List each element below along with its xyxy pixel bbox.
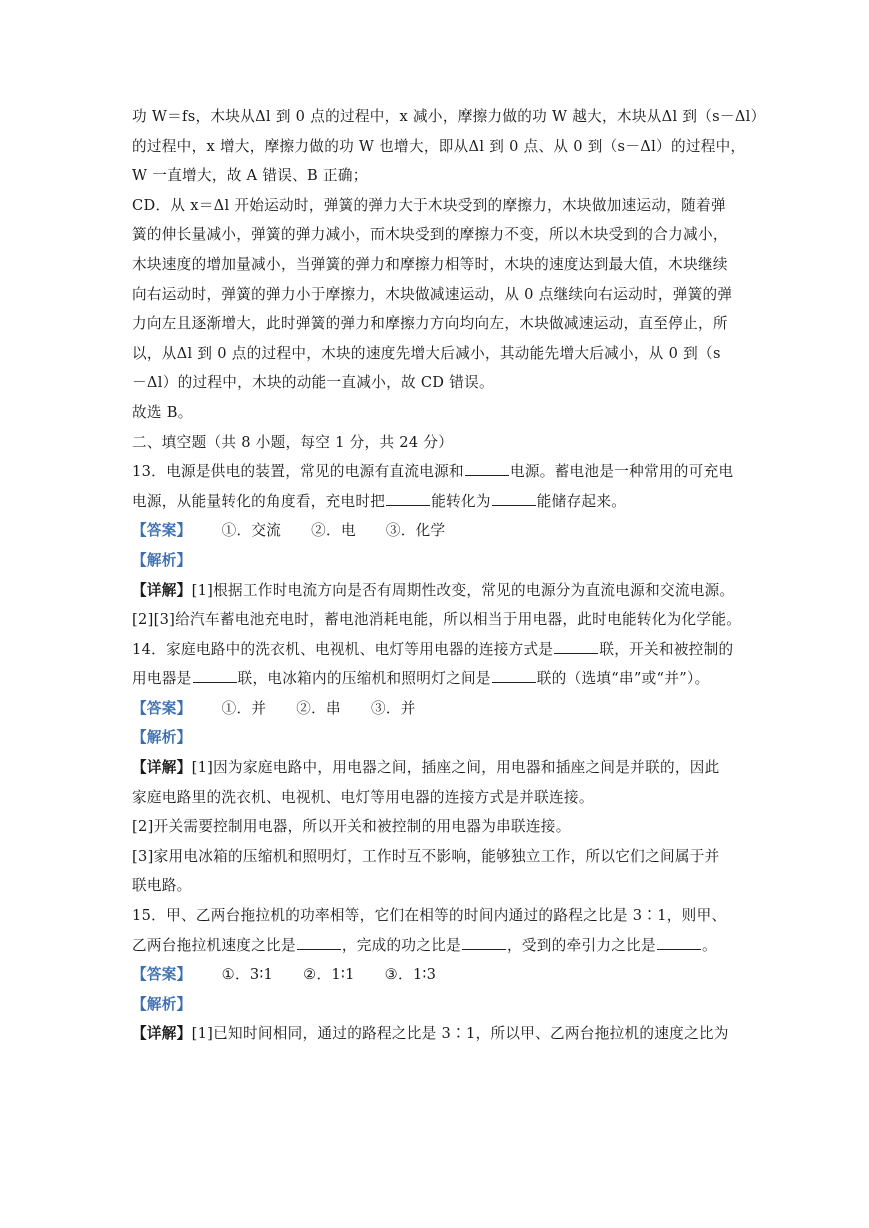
detail-text: [1]根据工作时电流方向是否有周期性改变，常见的电源分为直流电源和交流电源。 [191, 581, 735, 599]
answer-tag: 【答案】 [132, 522, 192, 540]
answer-line [132, 516, 742, 546]
question-text: ，完成的功之比是 [341, 936, 461, 954]
answer-blank [657, 933, 701, 950]
question-13-line-1 [132, 457, 742, 487]
question-text: 电源。蓄电池是一种常用的可充电 [509, 463, 734, 481]
answer-blank [297, 933, 341, 950]
answer-item: ②．串 [296, 699, 341, 717]
text-line: W 一直增大，故 A 错误、B 正确； [132, 167, 368, 185]
answer-tag: 【答案】 [132, 699, 192, 717]
question-text: 能转化为 [431, 492, 491, 510]
text-line: 力向左且逐渐增大，此时弹簧的弹力和摩擦力方向均向左，木块做减速运动，直至停止，所 [132, 315, 728, 333]
answer-item: ②．1∶1 [303, 966, 355, 984]
text-line: 以，从Δl 到 0 点的过程中，木块的速度先增大后减小，其动能先增大后减小，从 0 到（s [132, 344, 721, 362]
detail-line: [2]开关需要控制用电器，所以开关和被控制的用电器为串联连接。 [132, 818, 571, 836]
detail-line: [2][3]给汽车蓄电池充电时，蓄电池消耗电能，所以相当于用电器，此时电能转化为化学能。 [132, 611, 742, 629]
detail-line [132, 576, 742, 606]
answer-blank [193, 666, 237, 683]
document-page [132, 102, 766, 1049]
answer-line [132, 694, 742, 724]
question-text: 乙两台拖拉机速度之比是 [132, 936, 296, 954]
answer-item: ③．化学 [385, 522, 446, 540]
detail-tag: 【详解】 [132, 759, 192, 777]
text-line: 木块速度的增加量减小，当弹簧的弹力和摩擦力相等时，木块的速度达到最大值，木块继续 [132, 255, 728, 273]
answer-blank [386, 489, 430, 506]
detail-tag: 【详解】 [132, 581, 192, 599]
answer-item: ②．电 [311, 522, 356, 540]
detail-text: [1]已知时间相同，通过的路程之比是 3∶1，所以甲、乙两台拖拉机的速度之比为 [191, 1025, 729, 1043]
detail-line: [3]家用电冰箱的压缩机和照明灯，工作时互不影响，能够独立工作，所以它们之间属于并 [132, 847, 720, 865]
answer-item: ③．1∶3 [384, 966, 437, 984]
analysis-line [132, 990, 742, 1020]
detail-tag: 【详解】 [132, 1025, 192, 1043]
analysis-tag: 【解析】 [132, 729, 192, 747]
detail-text: [1]因为家庭电路中，用电器之间，插座之间，用电器和插座之间是并联的，因此 [191, 759, 720, 777]
question-13-line-2 [132, 487, 742, 517]
text-line: 簧的伸长量减小，弹簧的弹力减小，而木块受到的摩擦力不变，所以木块受到的合力减小， [132, 226, 728, 244]
answer-item: ③．并 [370, 699, 416, 717]
analysis-line [132, 546, 742, 576]
question-text: 13．电源是供电的装置，常见的电源有直流电源和 [132, 463, 464, 481]
analysis-line [132, 723, 742, 753]
detail-line [132, 753, 742, 783]
question-text: 电源，从能量转化的角度看，充电时把 [132, 492, 386, 510]
question-text: 联的（选填“串”或“并”）。 [536, 670, 710, 688]
question-15-line-1: 15．甲、乙两台拖拉机的功率相等，它们在相等的时间内通过的路程之比是 3∶1，则甲、 [132, 907, 727, 925]
question-text: 用电器是 [132, 670, 192, 688]
answer-blank [554, 637, 598, 654]
answer-tag: 【答案】 [132, 966, 192, 984]
answer-blank [462, 933, 506, 950]
text-line: －Δl）的过程中，木块的动能一直减小，故 CD 错误。 [132, 374, 494, 392]
question-14-line-1 [132, 635, 742, 665]
answer-item: ①．交流 [221, 522, 282, 540]
question-text: 能储存起来。 [536, 492, 627, 510]
answer-item: ①．并 [221, 699, 267, 717]
detail-line [132, 1019, 742, 1049]
question-text: 。 [701, 936, 717, 954]
text-line: 向右运动时，弹簧的弹力小于摩擦力，木块做减速运动，从 0 点继续向右运动时，弹簧的弹 [132, 285, 733, 303]
detail-line: 家庭电路里的洗衣机、电视机、电灯等用电器的连接方式是并联连接。 [132, 788, 594, 806]
analysis-tag: 【解析】 [132, 995, 192, 1013]
question-text: ，受到的牵引力之比是 [507, 936, 656, 954]
answer-line [132, 960, 742, 990]
question-15-line-2 [132, 931, 742, 961]
text-line: 故选 B。 [132, 403, 193, 421]
detail-line: 联电路。 [132, 877, 192, 895]
answer-blank [492, 666, 536, 683]
question-14-line-2 [132, 664, 742, 694]
answer-item: ①．3∶1 [221, 966, 274, 984]
question-text: 14．家庭电路中的洗衣机、电视机、电灯等用电器的连接方式是 [132, 640, 554, 658]
answer-blank [492, 489, 536, 506]
text-line: 的过程中，x 增大，摩擦力做的功 W 也增大，即从Δl 到 0 点、从 0 到（s－Δl）的过程中， [132, 137, 746, 155]
question-text: 联，电冰箱内的压缩机和照明灯之间是 [237, 670, 491, 688]
text-line: 功 W＝fs，木块从Δl 到 0 点的过程中，x 减小，摩擦力做的功 W 越大，木块从Δl 到（s－Δl） [132, 108, 766, 125]
section-heading: 二、填空题（共 8 小题，每空 1 分，共 24 分） [132, 433, 454, 451]
text-line: CD．从 x＝Δl 开始运动时，弹簧的弹力大于木块受到的摩擦力，木块做加速运动，随着弹 [132, 196, 726, 214]
answer-blank [465, 459, 509, 476]
analysis-tag: 【解析】 [132, 551, 192, 569]
question-text: 联，开关和被控制的 [599, 640, 734, 658]
